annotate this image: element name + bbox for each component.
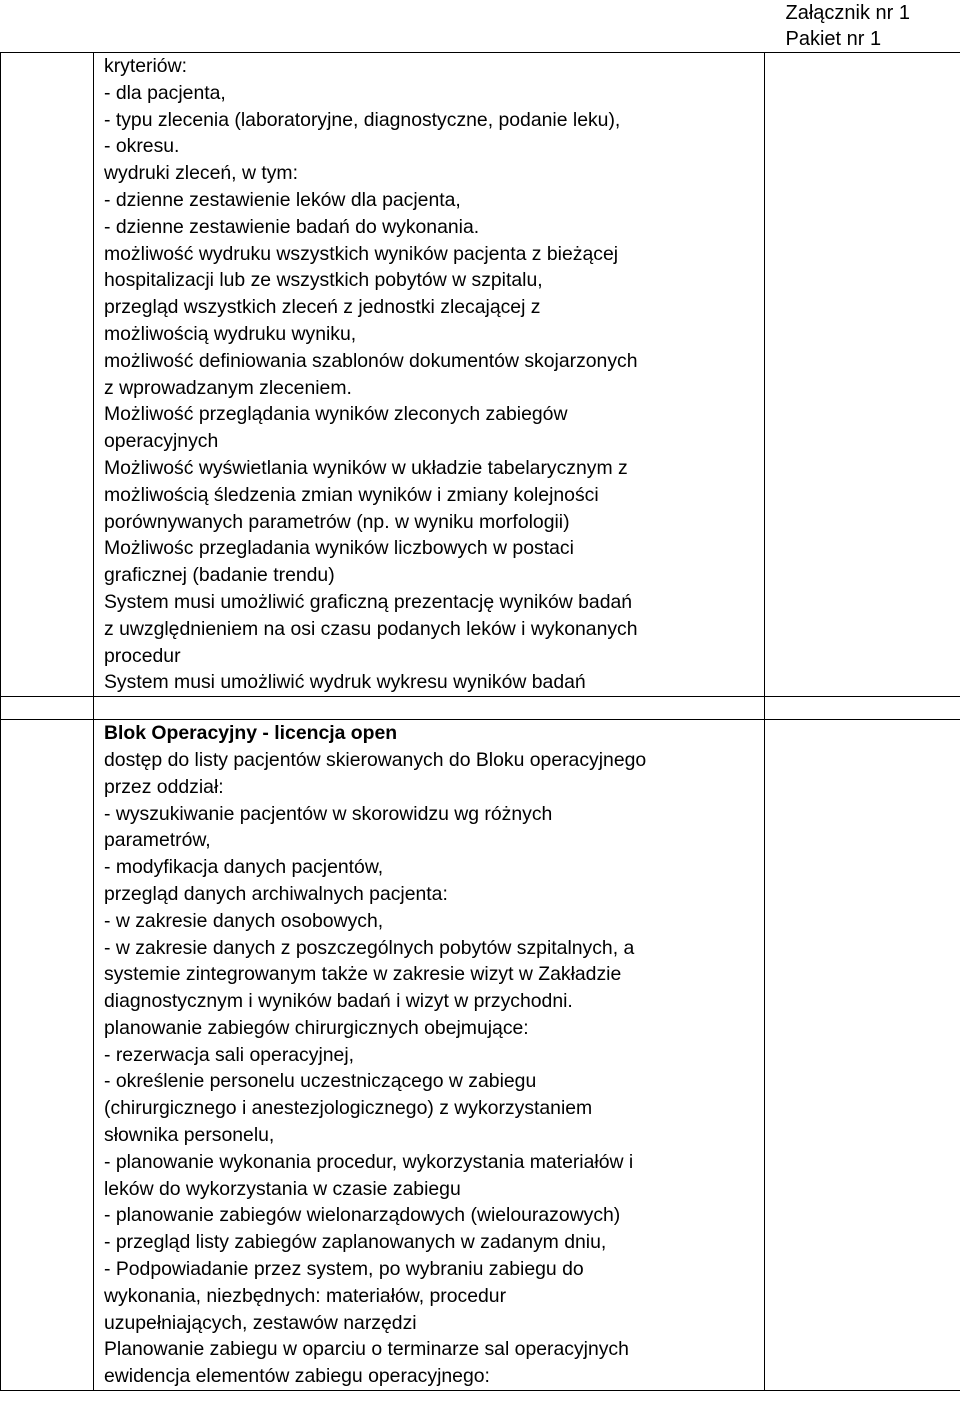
value-cell (765, 697, 960, 720)
text-line: możliwością śledzenia zmian wyników i zmiany kolejności (104, 483, 599, 506)
text-line: możliwość wydruku wszystkich wyników pacjenta z bieżącej (104, 242, 619, 265)
text-line: wydruki zleceń, w tym: (104, 162, 298, 185)
value-cell (765, 720, 960, 1391)
text-line: - planowanie zabiegów wielonarządowych (wielourazowych) (104, 1204, 621, 1227)
description-cell (94, 697, 765, 720)
requirements-table (0, 52, 960, 1391)
description-cell (94, 53, 765, 697)
text-line: hospitalizacji lub ze wszystkich pobytów w szpitalu, (104, 269, 543, 292)
text-line: uzupełniających, zestawów narzędzi (104, 1311, 417, 1334)
text-line: wykonania, niezbędnych: materiałów, procedur (104, 1284, 507, 1307)
text-line: systemie zintegrowanym także w zakresie wizyt w Zakładzie (104, 963, 622, 986)
description-lines (104, 53, 764, 696)
text-line: przegląd wszystkich zleceń z jednostki zlecającej z (104, 296, 541, 319)
text-line: - planowanie wykonania procedur, wykorzystania materiałów i (104, 1150, 634, 1173)
text-line: z uwzględnieniem na osi czasu podanych leków i wykonanych (104, 617, 638, 640)
text-line: przez oddział: (104, 775, 224, 798)
text-line: przegląd danych archiwalnych pacjenta: (104, 882, 448, 905)
text-line: - wyszukiwanie pacjentów w skorowidzu wg różnych (104, 802, 553, 825)
text-line: dostęp do listy pacjentów skierowanych do Bloku operacyjnego (104, 748, 647, 771)
text-line: procedur (104, 644, 181, 667)
text-line: kryteriów: (104, 55, 187, 77)
description-lines (104, 747, 764, 1390)
value-cell (765, 53, 960, 697)
text-line: Możliwość wyświetlania wyników w układzie tabelarycznym z (104, 456, 628, 479)
text-line: - w zakresie danych z poszczególnych pobytów szpitalnych, a (104, 936, 635, 959)
text-line: z wprowadzanym zleceniem. (104, 376, 352, 399)
text-line: operacyjnych (104, 430, 219, 453)
text-line: - dzienne zestawienie leków dla pacjenta, (104, 188, 461, 211)
text-line: - w zakresie danych osobowych, (104, 909, 384, 932)
document-header (786, 0, 911, 52)
text-line: System musi umożliwić wydruk wykresu wyników badań (104, 671, 586, 694)
text-line: - modyfikacja danych pacjentów, (104, 856, 384, 879)
text-line: graficznej (badanie trendu) (104, 564, 335, 587)
text-line: ewidencja elementów zabiegu operacyjnego: (104, 1365, 490, 1388)
number-cell (1, 697, 94, 720)
text-line: Możliwośc przegladania wyników liczbowych w postaci (104, 537, 574, 560)
text-line: - rezerwacja sali operacyjnej, (104, 1043, 355, 1066)
text-line: możliwość definiowania szablonów dokumentów skojarzonych (104, 349, 638, 372)
number-cell (1, 53, 94, 697)
text-line: - przegląd listy zabiegów zaplanowanych w zadanym dniu, (104, 1231, 607, 1254)
text-line: diagnostycznym i wyników badań i wizyt w przychodni. (104, 990, 573, 1013)
text-line: - okresu. (104, 135, 180, 158)
table-row (1, 53, 960, 697)
text-line: parametrów, (104, 829, 211, 852)
text-line: planowanie zabiegów chirurgicznych obejmujące: (104, 1016, 529, 1039)
text-line: porównywanych parametrów (np. w wyniku morfologii) (104, 510, 570, 533)
text-line: - dzienne zestawienie badań do wykonania. (104, 215, 480, 238)
text-line: - określenie personelu uczestniczącego w zabiegu (104, 1070, 537, 1093)
text-line: - dla pacjenta, (104, 81, 226, 104)
table-row-blank (1, 697, 960, 720)
text-line: leków do wykorzystania w czasie zabiegu (104, 1177, 461, 1200)
attachment-label: Załącznik nr 1 (785, 2, 910, 24)
text-line: - Podpowiadanie przez system, po wybraniu zabiegu do (104, 1258, 584, 1281)
text-line: Planowanie zabiegu w oparciu o terminarze sal operacyjnych (104, 1338, 629, 1361)
description-cell (94, 720, 765, 1391)
text-line: System musi umożliwić graficzną prezentację wyników badań (104, 590, 633, 613)
table-row (1, 720, 960, 1391)
text-line: możliwością wydruku wyniku, (104, 322, 357, 345)
text-line: Możliwość przeglądania wyników zleconych zabiegów (104, 403, 568, 426)
package-label: Pakiet nr 1 (785, 28, 882, 50)
section-title: Blok Operacyjny - licencja open (104, 722, 398, 745)
number-cell (1, 720, 94, 1391)
text-line: (chirurgicznego i anestezjologicznego) z wykorzystaniem (104, 1097, 593, 1120)
text-line: - typu zlecenia (laboratoryjne, diagnostyczne, podanie leku), (104, 108, 621, 131)
text-line: słownika personelu, (104, 1124, 275, 1147)
